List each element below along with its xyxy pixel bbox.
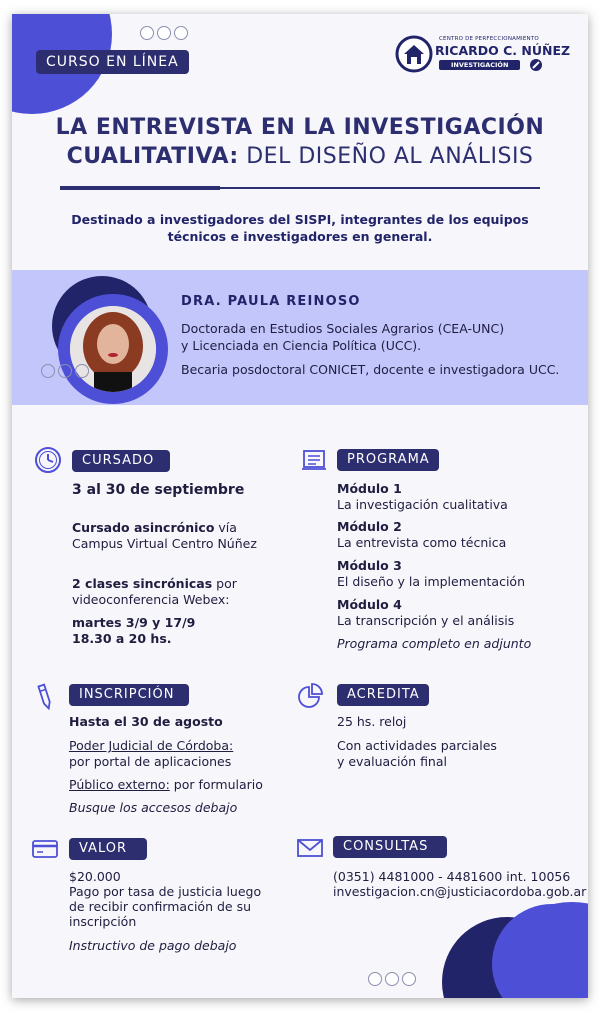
pen-icon <box>529 58 543 72</box>
speaker-name: DRA. PAULA REINOSO <box>181 294 361 309</box>
cursado-sync-rest: por <box>212 576 237 591</box>
course-title-rest: DEL DISEÑO AL ANÁLISIS <box>238 144 534 169</box>
course-title-line2 <box>12 144 588 169</box>
cursado-label: CURSADO <box>72 450 170 472</box>
inscripcion-ext-rest: por formulario <box>169 777 263 792</box>
module-3-title: Módulo 3 <box>337 558 402 573</box>
module-3-desc: El diseño y la implementación <box>337 574 525 589</box>
logo-sub-badge: INVESTIGACIÓN <box>439 60 520 70</box>
cursado-sync-line2: videoconferencia Webex: <box>72 592 230 607</box>
speaker-portrait-icon <box>70 306 156 392</box>
course-title-bold: CUALITATIVA: <box>66 144 239 169</box>
pie-chart-icon <box>296 682 324 710</box>
valor-label: VALOR <box>69 838 147 860</box>
module-1-title: Módulo 1 <box>337 481 402 496</box>
module-2-desc: La entrevista como técnica <box>337 535 507 550</box>
institution-logo <box>395 34 571 74</box>
logo-top-text: CENTRO DE PERFECCIONAMIENTO <box>439 36 539 42</box>
cursado-sync <box>72 576 237 592</box>
title-divider-thick <box>60 186 220 190</box>
cursado-dates: 3 al 30 de septiembre <box>72 482 245 498</box>
cursado-async-line2: Campus Virtual Centro Núñez <box>72 536 257 551</box>
cursado-async-rest: vía <box>214 520 237 535</box>
cursado-async-bold: Cursado asincrónico <box>72 520 215 535</box>
programa-label: PROGRAMA <box>337 449 439 471</box>
speaker-dots <box>41 364 89 378</box>
consultas-phone: (0351) 4481000 - 4481600 int. 10056 <box>333 869 571 884</box>
valor-price: $20.000 <box>69 869 121 884</box>
clock-icon <box>34 446 62 474</box>
speaker-bio-line3: Becaria posdoctoral CONICET, docente e investigadora UCC. <box>181 362 560 377</box>
cursado-sync-days: martes 3/9 y 17/9 <box>72 615 196 630</box>
consultas-email: investigacion.cn@justiciacordoba.gob.ar <box>333 884 587 899</box>
cursado-sync-hours: 18.30 a 20 hs. <box>72 631 172 646</box>
cursado-sync-bold: 2 clases sincrónicas <box>72 576 213 591</box>
inscripcion-pj-label: Poder Judicial de Córdoba: <box>69 738 234 753</box>
speaker-photo <box>70 306 156 392</box>
course-flyer <box>12 14 588 998</box>
envelope-icon <box>296 834 324 862</box>
acredita-hours: 25 hs. reloj <box>337 714 407 729</box>
consultas-label: CONSULTAS <box>333 836 447 858</box>
module-4-title: Módulo 4 <box>337 597 402 612</box>
inscripcion-note: Busque los accesos debajo <box>69 800 238 815</box>
pencil-icon <box>34 682 62 710</box>
inscripcion-label: INSCRIPCIÓN <box>69 684 189 706</box>
acredita-line1: Con actividades parciales <box>337 738 497 753</box>
bottom-dots <box>368 972 416 986</box>
course-type-badge: CURSO EN LÍNEA <box>36 50 189 74</box>
audience-line1: Destinado a investigadores del SISPI, integrantes de los equipos <box>71 212 529 227</box>
inscripcion-deadline: Hasta el 30 de agosto <box>69 714 223 729</box>
audience-line2: técnicos e investigadores en general. <box>167 229 433 244</box>
course-title-line1: LA ENTREVISTA EN LA INVESTIGACIÓN <box>55 115 545 140</box>
acredita-label: ACREDITA <box>337 684 429 706</box>
credit-card-icon <box>31 835 59 863</box>
inscripcion-external <box>69 777 263 793</box>
acredita-line2: y evaluación final <box>337 754 447 769</box>
document-icon <box>300 446 328 474</box>
top-dots <box>140 26 188 40</box>
valor-line1: Pago por tasa de justicia luego <box>69 884 262 899</box>
cursado-async <box>72 520 237 536</box>
logo-name: RICARDO C. NÚÑEZ <box>435 43 571 58</box>
valor-line3: inscripción <box>69 914 137 929</box>
inscripcion-pj-rest: por portal de aplicaciones <box>69 754 232 769</box>
valor-note: Instructivo de pago debajo <box>69 938 237 953</box>
module-4-desc: La transcripción y el análisis <box>337 613 515 628</box>
module-2-title: Módulo 2 <box>337 519 402 534</box>
house-emblem-icon <box>395 35 433 73</box>
programa-note: Programa completo en adjunto <box>337 636 532 651</box>
audience-text <box>12 211 588 245</box>
speaker-bio-line2: y Licenciada en Ciencia Política (UCC). <box>181 338 422 353</box>
module-1-desc: La investigación cualitativa <box>337 497 508 512</box>
valor-line2: de recibir confirmación de su <box>69 899 252 914</box>
inscripcion-ext-label: Público externo: <box>69 777 170 792</box>
speaker-bio-line1: Doctorada en Estudios Sociales Agrarios (CEA-UNC) <box>181 321 505 336</box>
